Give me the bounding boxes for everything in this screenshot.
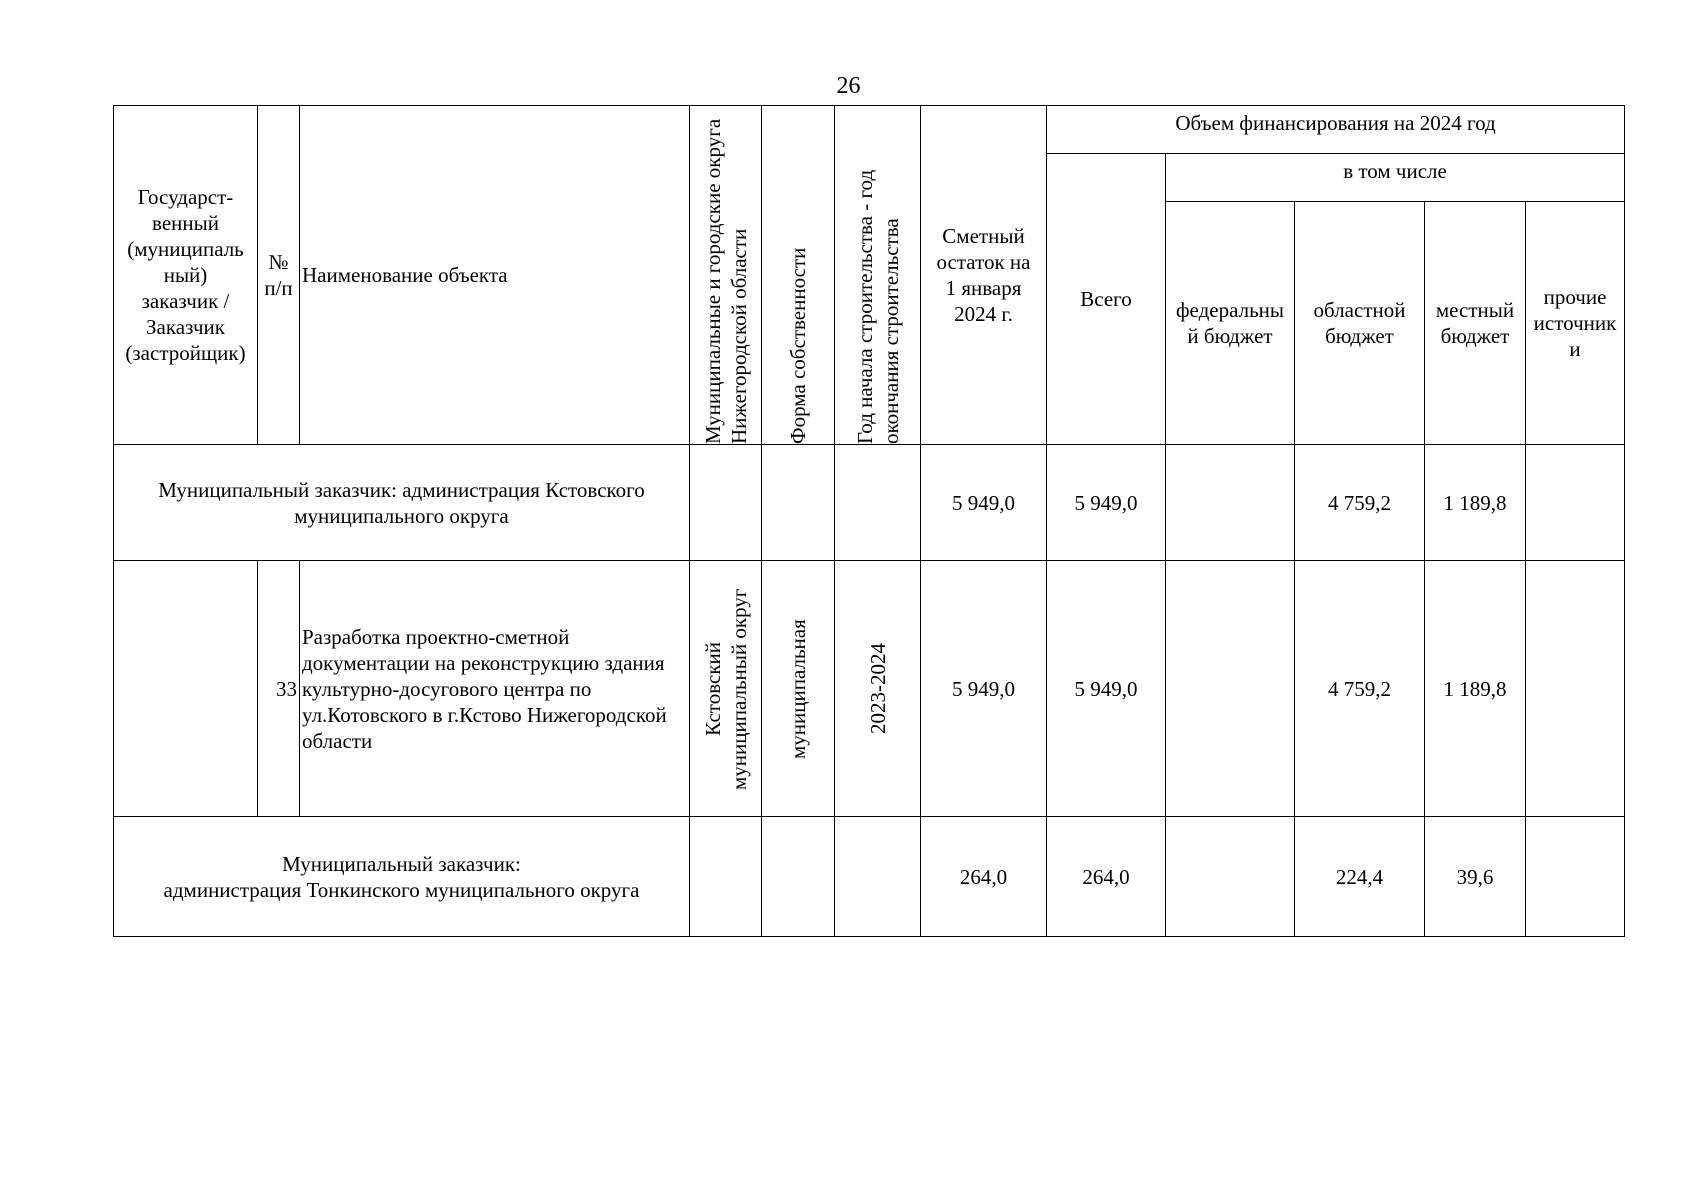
- header-row-1: [114, 106, 1625, 154]
- years-cell: [835, 561, 921, 817]
- customer-cell: [114, 561, 258, 817]
- federal-cell: [1166, 817, 1295, 937]
- local-cell: 39,6: [1425, 817, 1526, 937]
- header-including: в том числе: [1166, 154, 1625, 202]
- header-municipal-districts-text: Муниципальные и городские округа Нижегородской области: [700, 118, 751, 444]
- header-ownership-text: Форма собственности: [786, 247, 810, 444]
- years-cell: [835, 445, 921, 561]
- district-cell: [690, 561, 762, 817]
- header-estimate-balance: Сметный остаток на 1 января 2024 г.: [921, 106, 1047, 445]
- local-cell: 1 189,8: [1425, 561, 1526, 817]
- years-text: 2023-2024: [865, 643, 890, 734]
- header-object-name: Наименование объекта: [300, 106, 690, 445]
- total-cell: 5 949,0: [1047, 561, 1166, 817]
- row-number: 33: [258, 561, 300, 817]
- estimate-cell: 5 949,0: [921, 445, 1047, 561]
- header-total: Всего: [1047, 154, 1166, 445]
- header-municipal-districts: [690, 106, 762, 445]
- other-cell: [1526, 817, 1625, 937]
- estimate-cell: 264,0: [921, 817, 1047, 937]
- district-cell: [690, 445, 762, 561]
- regional-cell: 4 759,2: [1295, 561, 1425, 817]
- federal-cell: [1166, 445, 1295, 561]
- estimate-cell: 5 949,0: [921, 561, 1047, 817]
- page-number: 26: [836, 73, 861, 99]
- financing-table: [113, 105, 1625, 937]
- table-row: [114, 817, 1625, 937]
- years-cell: [835, 817, 921, 937]
- table-row: [114, 561, 1625, 817]
- regional-cell: 224,4: [1295, 817, 1425, 937]
- header-local: местный бюджет: [1425, 202, 1526, 445]
- federal-cell: [1166, 561, 1295, 817]
- header-years: [835, 106, 921, 445]
- header-federal: федеральны й бюджет: [1166, 202, 1295, 445]
- group-label: Муниципальный заказчик: администрация Кстовского муниципального округа: [114, 445, 690, 561]
- other-cell: [1526, 445, 1625, 561]
- district-cell: [690, 817, 762, 937]
- header-regional: областной бюджет: [1295, 202, 1425, 445]
- header-financing-volume: Объем финансирования на 2024 год: [1047, 106, 1625, 154]
- ownership-cell: [762, 817, 835, 937]
- group-label: Муниципальный заказчик: администрация Тонкинского муниципального округа: [114, 817, 690, 937]
- ownership-cell: [762, 445, 835, 561]
- local-cell: 1 189,8: [1425, 445, 1526, 561]
- total-cell: 5 949,0: [1047, 445, 1166, 561]
- header-ownership: [762, 106, 835, 445]
- table-row: [114, 445, 1625, 561]
- total-cell: 264,0: [1047, 817, 1166, 937]
- header-years-text: Год начала строительства - год окончания строительства: [852, 169, 903, 444]
- ownership-cell: [762, 561, 835, 817]
- header-other: прочие источник и: [1526, 202, 1625, 445]
- header-customer: Государст- венный (муниципаль ный) заказчик / Заказчик (застройщик): [114, 106, 258, 445]
- district-text: Кстовский муниципальный округ: [700, 587, 751, 790]
- header-number: № п/п: [258, 106, 300, 445]
- other-cell: [1526, 561, 1625, 817]
- regional-cell: 4 759,2: [1295, 445, 1425, 561]
- object-name-cell: Разработка проектно-сметной документации на реконструкцию здания культурно-досугового центра по ул.Котовского в г.Кстово Нижегородской области: [300, 561, 690, 817]
- ownership-text: муниципальная: [786, 618, 810, 759]
